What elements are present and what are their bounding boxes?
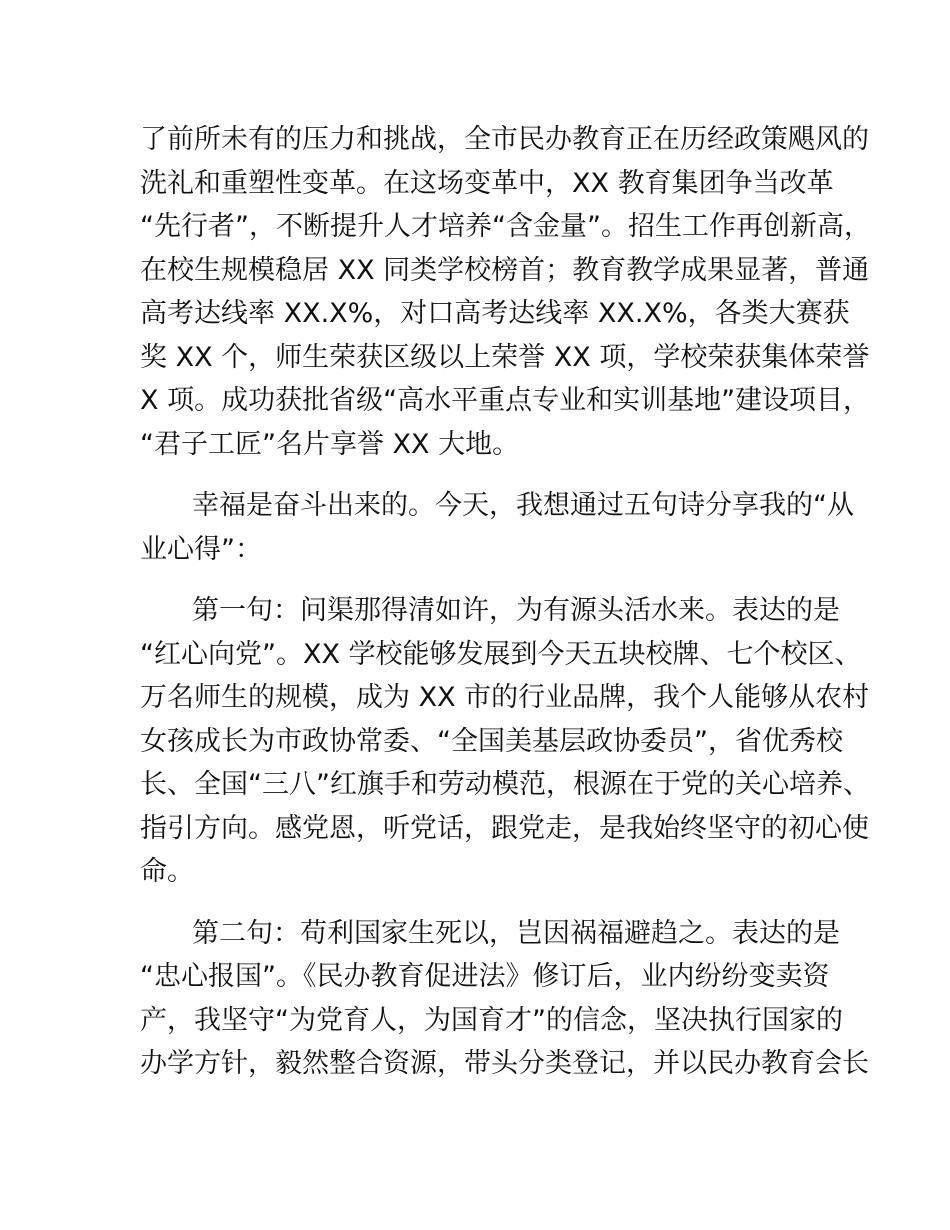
text-line: “忠心报国”。《民办教育促进法》修订后，业内纷纷变卖资 (140, 961, 830, 992)
text-line: 在校生规模稳居 XX 同类学校榜首；教育教学成果显著，普通 (140, 254, 870, 286)
text-line: 第一句：问渠那得清如许，为有源头活水来。表达的是 (192, 595, 840, 626)
paragraph (140, 912, 869, 1086)
text-line: 万名师生的规模，成为 XX 市的行业品牌，我个人能够从农村 (140, 682, 870, 713)
paragraph (140, 484, 854, 571)
text-line: 长、全国“三八”红旗手和劳动模范，根源在于党的关心培养、 (140, 769, 870, 800)
text-line: 第二句：苟利国家生死以，岂因祸福避趋之。表达的是 (192, 917, 840, 949)
text-line: 指引方向。感党恩，听党话，跟党走，是我始终坚守的初心使 (140, 812, 869, 844)
text-line: 命。 (140, 856, 194, 887)
paragraph (140, 589, 870, 894)
text-line: 女孩成长为市政协常委、“全国美基层政协委员”，省优秀校 (140, 725, 843, 757)
text-line: “先行者”，不断提升人才培养“含金量”。招生工作再创新高， (140, 211, 871, 242)
text-line: 高考达线率 XX.X%，对口高考达线率 XX.X%，各类大赛获 (140, 298, 850, 329)
text-line: 洗礼和重塑性变革。在这场变革中，XX 教育集团争当改革 (140, 167, 834, 199)
paragraph (140, 118, 871, 466)
text-line: 业心得”： (140, 533, 262, 565)
text-line: “红心向党”。XX 学校能够发展到今天五块校牌、七个校区、 (140, 638, 862, 670)
text-line: 了前所未有的压力和挑战，全市民办教育正在历经政策飓风的 (140, 124, 869, 155)
text-line: 产，我坚守“为党育人，为国育才”的信念，坚决执行国家的 (140, 1004, 843, 1036)
text-line: X 项。成功获批省级“高水平重点专业和实训基地”建设项目， (140, 385, 871, 416)
text-line: “君子工匠”名片享誉 XX 大地。 (140, 428, 520, 460)
document-page (140, 118, 871, 1104)
text-line: 幸福是奋斗出来的。今天，我想通过五句诗分享我的“从 (192, 490, 854, 521)
text-line: 奖 XX 个，师生荣获区级以上荣誉 XX 项，学校荣获集体荣誉 (140, 341, 870, 373)
text-line: 办学方针，毅然整合资源，带头分类登记，并以民办教育会长 (140, 1048, 869, 1079)
